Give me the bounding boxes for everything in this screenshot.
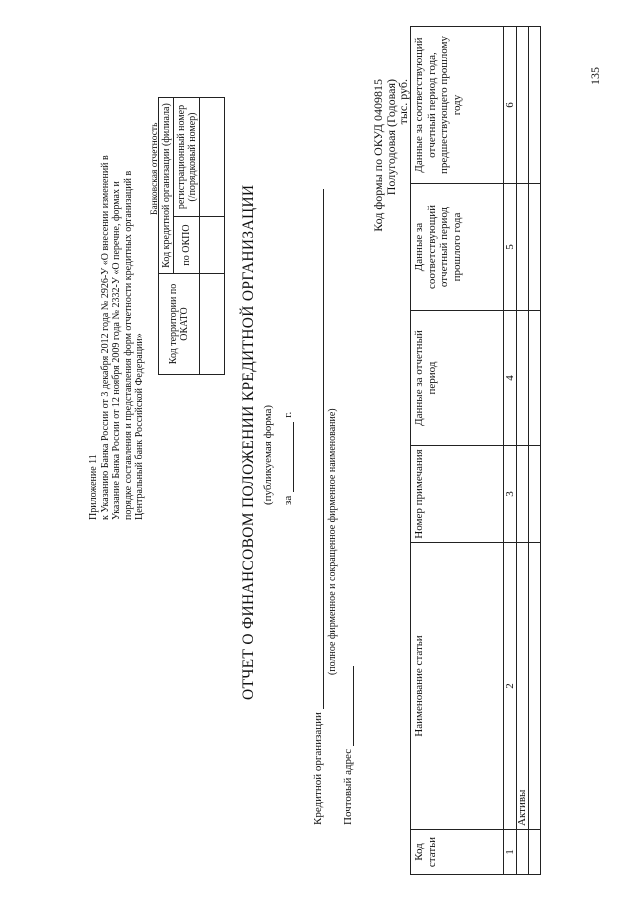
reg-number-value xyxy=(200,98,225,217)
okato-header: Код территории по ОКАТО xyxy=(159,274,200,375)
header-prior-year: Данные за соответствующий отчетный период прошлого года xyxy=(411,184,504,311)
appendix-line: Указание Банка России от 12 ноября 2009 года № 2332-У «О перечне, формах и xyxy=(111,181,123,520)
column-number: 5 xyxy=(504,184,517,311)
address-field xyxy=(342,666,354,825)
page-number: 135 xyxy=(588,67,602,85)
column-number: 1 xyxy=(504,830,517,875)
table-cell xyxy=(529,830,541,875)
address-label: Почтовый адрес xyxy=(342,748,354,825)
table-cell xyxy=(529,543,541,830)
column-number: 3 xyxy=(504,446,517,543)
form-code-okud: Код формы по ОКУД 0409815 xyxy=(371,79,385,232)
form-code-units: тыс. руб. xyxy=(396,79,410,125)
table-cell xyxy=(517,311,529,446)
header-two-years-ago: Данные за соответствующий отчетный период года, предшествующего прошлому году xyxy=(411,27,504,184)
appendix-line: к Указанию Банка России от 3 декабря 2012 года № 2926-У «О внесении изменений в xyxy=(99,155,111,520)
appendix-line: Приложение 11 xyxy=(88,454,99,520)
section-label: Активы xyxy=(517,543,529,830)
table-row xyxy=(529,27,541,875)
org-blank xyxy=(313,189,324,709)
table-cell xyxy=(529,446,541,543)
section-code-cell xyxy=(517,830,529,875)
org-name-field xyxy=(312,189,324,825)
form-code-periodicity: Полугодовая (Годовая) xyxy=(383,79,398,196)
column-number: 4 xyxy=(504,311,517,446)
reporting-label: Банковская отчетность xyxy=(150,122,160,215)
okato-value xyxy=(200,274,225,375)
report-subtitle: (публикуемая форма) xyxy=(262,405,274,505)
column-number: 6 xyxy=(504,27,517,184)
table-cell xyxy=(529,184,541,311)
appendix-line: порядке составления и представления форм отчетности кредитных организаций в xyxy=(122,170,134,520)
address-blank xyxy=(343,666,354,746)
column-number: 2 xyxy=(504,543,517,830)
report-title: ОТЧЕТ О ФИНАНСОВОМ ПОЛОЖЕНИИ КРЕДИТНОЙ ОРГАНИЗАЦИИ xyxy=(240,184,257,700)
report-period xyxy=(282,412,294,505)
okpo-value xyxy=(200,217,225,274)
header-code: Код статьи xyxy=(411,830,504,875)
column-number-row xyxy=(504,27,517,875)
header-name: Наименование статьи xyxy=(411,543,504,830)
period-prefix: за xyxy=(282,495,294,505)
header-note-number: Номер примечания xyxy=(411,446,504,543)
period-suffix: г. xyxy=(282,411,294,418)
header-current-period: Данные за отчетный период xyxy=(411,311,504,446)
org-label: Кредитной организации xyxy=(312,712,324,825)
table-header-row xyxy=(411,27,504,875)
okpo-header: по ОКПО xyxy=(174,217,200,274)
codes-table xyxy=(158,97,225,375)
org-hint: (полное фирменное и сокращенное фирменное наименование) xyxy=(327,408,338,675)
table-cell xyxy=(517,184,529,311)
table-cell xyxy=(517,27,529,184)
period-blank xyxy=(283,422,294,492)
section-row-assets xyxy=(517,27,529,875)
table-cell xyxy=(529,27,541,184)
table-cell xyxy=(517,446,529,543)
appendix-line: Центральный банк Российской Федерации» xyxy=(134,333,146,520)
table-cell xyxy=(529,311,541,446)
reg-number-header: регистрационный номер (/порядковый номер) xyxy=(174,98,200,217)
financial-position-table xyxy=(410,26,541,875)
appendix-note xyxy=(88,50,146,520)
credit-org-header: Код кредитной организации (филиала) xyxy=(159,98,174,274)
form-code xyxy=(372,79,410,279)
